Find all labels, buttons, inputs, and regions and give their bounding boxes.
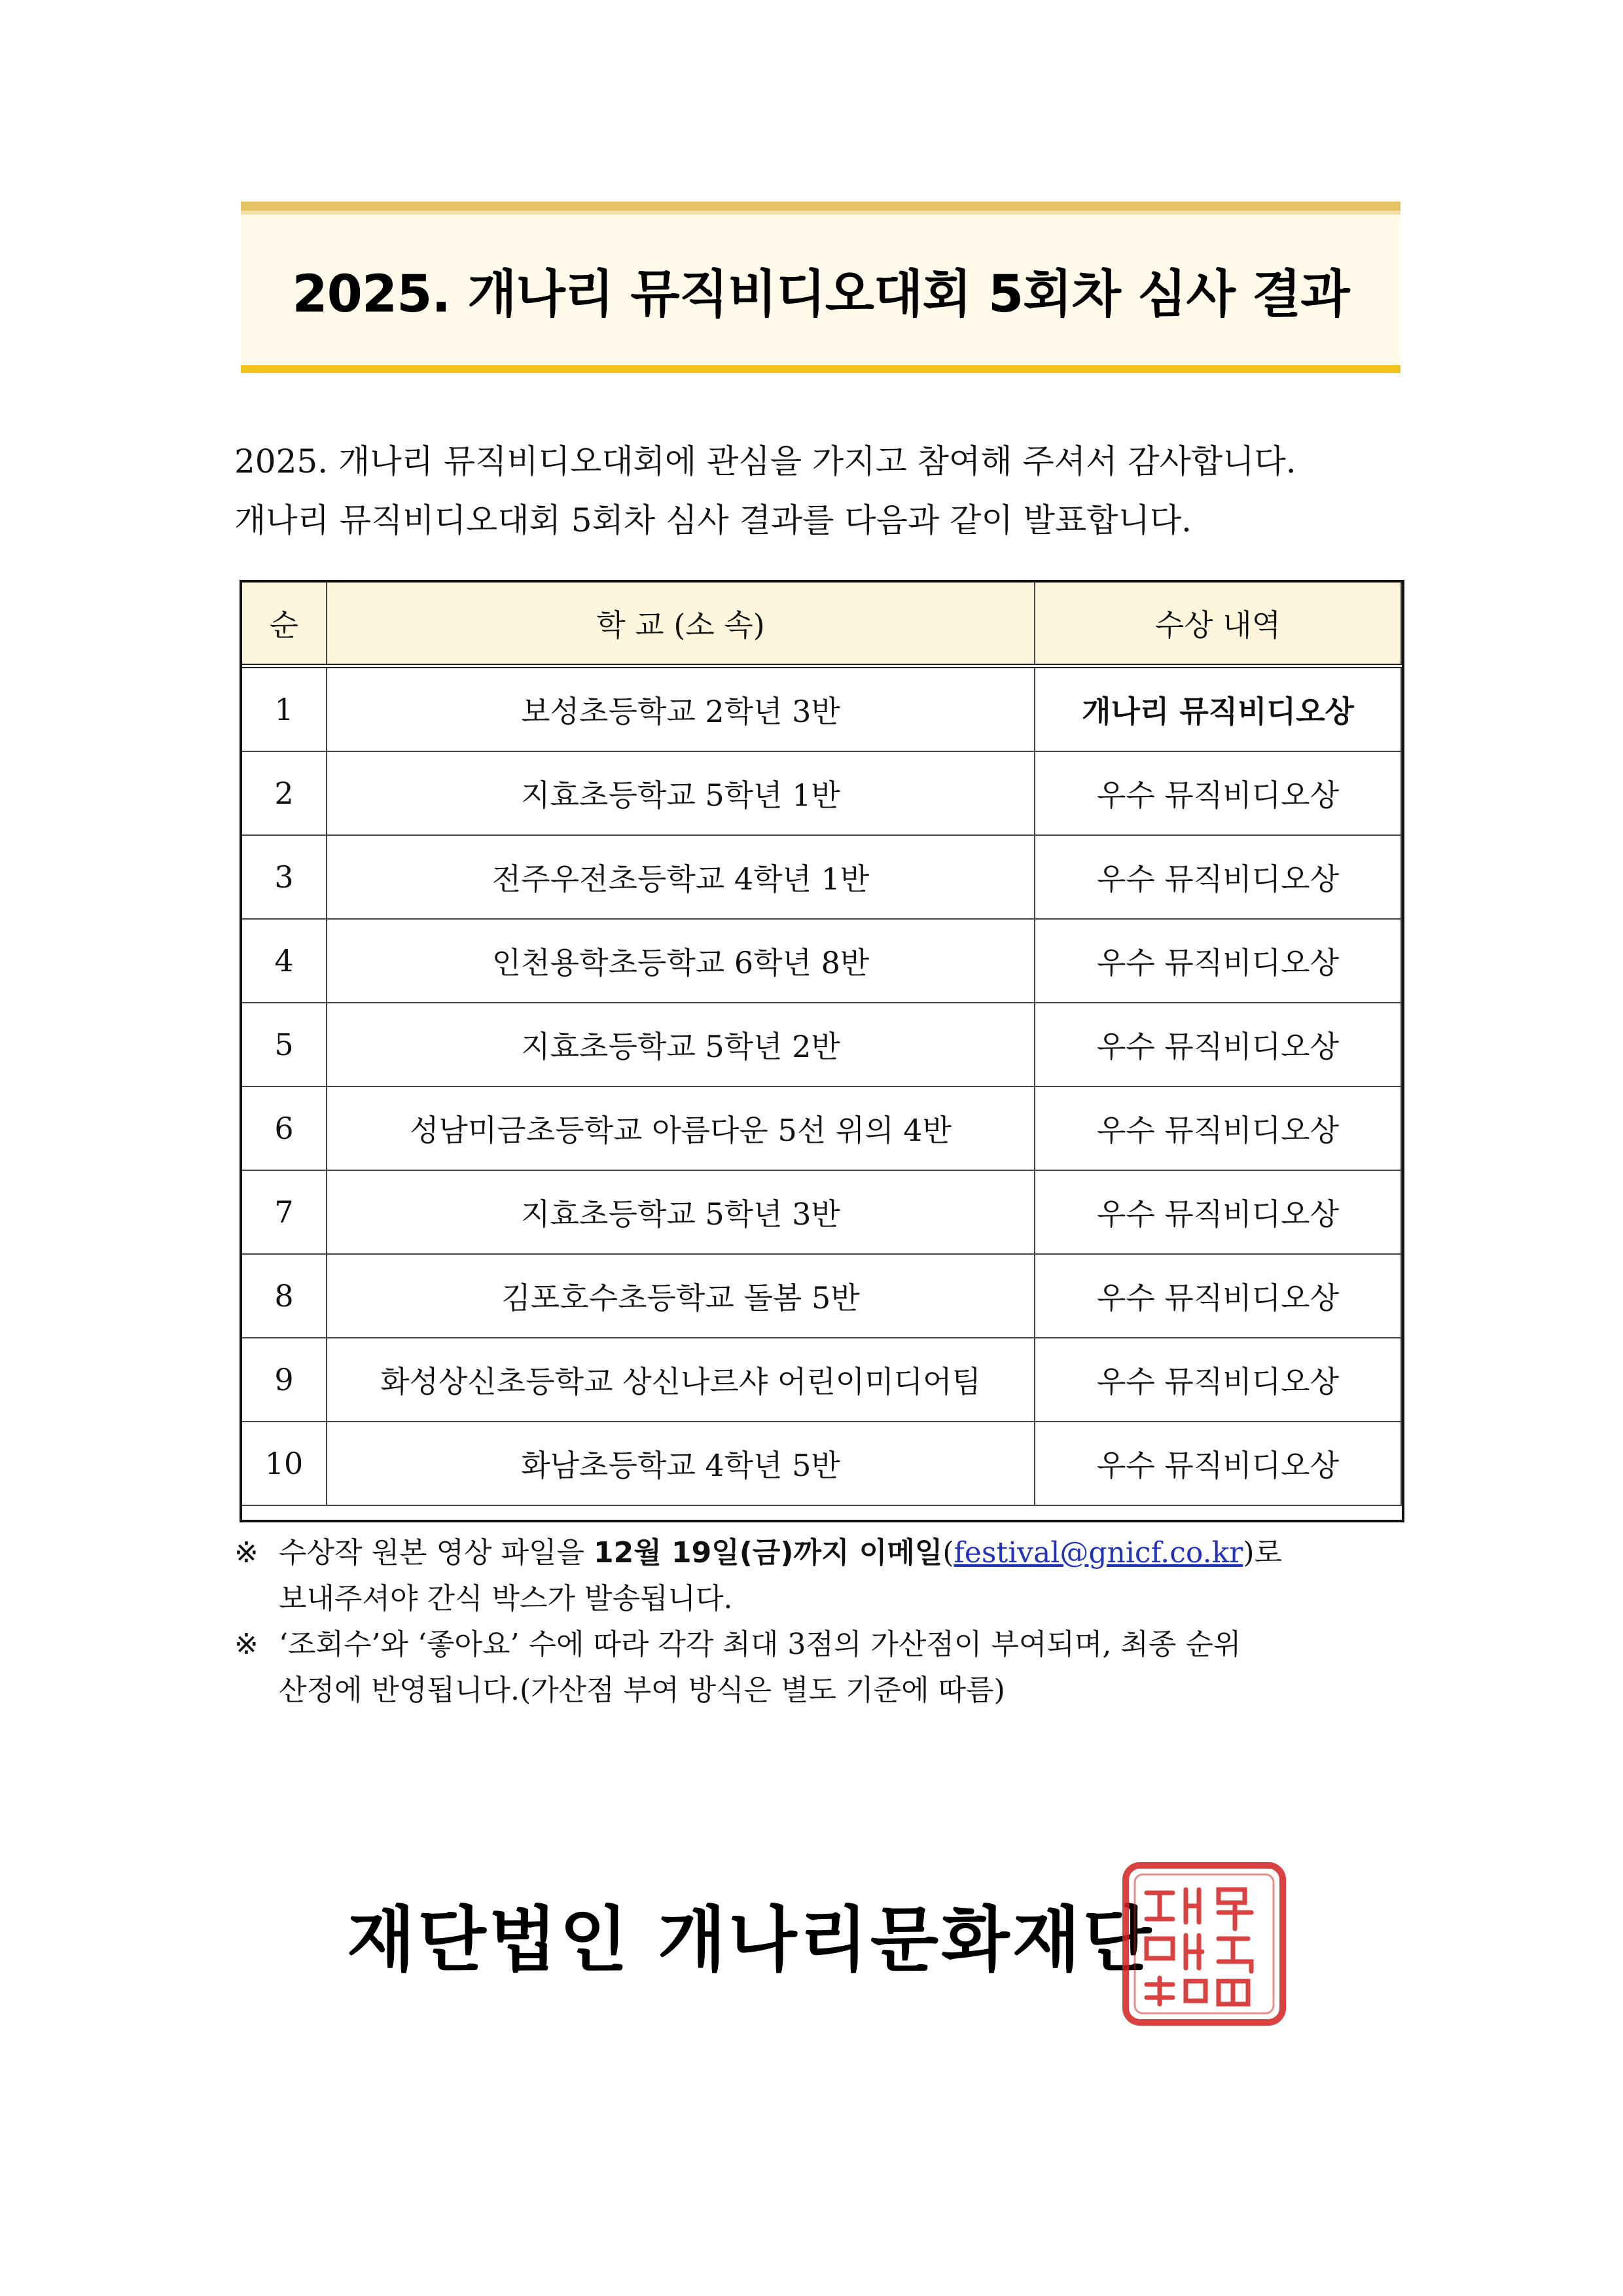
cell-rank: 4: [241, 919, 327, 1003]
intro-paragraph: [234, 432, 1406, 550]
cell-rank: 1: [241, 666, 327, 752]
cell-school: 지효초등학교 5학년 3반: [327, 1170, 1035, 1254]
note-bonus-points: [234, 1622, 1406, 1713]
cell-award: 우수 뮤직비디오상: [1035, 1422, 1401, 1505]
header-rank: 순: [241, 582, 327, 666]
table-row: [241, 835, 1401, 919]
table-row: [241, 1422, 1401, 1505]
cell-school: 김포호수초등학교 돌봄 5반: [327, 1254, 1035, 1338]
cell-school: 화성상신초등학교 상신나르샤 어린이미디어팀: [327, 1338, 1035, 1422]
table-row: [241, 666, 1401, 752]
title-banner: [241, 202, 1400, 373]
email-link[interactable]: festival@gnicf.co.kr: [954, 1536, 1243, 1570]
table-row: [241, 1338, 1401, 1422]
cell-award: 우수 뮤직비디오상: [1035, 1170, 1401, 1254]
table-row: [241, 1003, 1401, 1086]
page-title: 2025. 개나리 뮤직비디오대회 5회차 심사 결과: [292, 265, 1349, 324]
cell-rank: 5: [241, 1003, 327, 1086]
table-row: [241, 1170, 1401, 1254]
note2-line2: 산정에 반영됩니다.(가산점 부여 방식은 별도 기준에 따름): [279, 1674, 1005, 1707]
header-school: 학 교 (소 속): [327, 582, 1035, 666]
table-row: [241, 751, 1401, 835]
seal-stamp-icon: [1120, 1860, 1288, 2028]
note1-text: 수상작 원본 영상 파일을: [279, 1536, 594, 1570]
cell-rank: 7: [241, 1170, 327, 1254]
cell-rank: 6: [241, 1086, 327, 1170]
note-mark: ※: [234, 1536, 259, 1570]
table-row: [241, 1254, 1401, 1338]
cell-award: 우수 뮤직비디오상: [1035, 919, 1401, 1003]
header-award: 수상 내역: [1035, 582, 1401, 666]
cell-school: 보성초등학교 2학년 3반: [327, 666, 1035, 752]
note1-paren-open: (: [942, 1536, 954, 1570]
cell-award: 우수 뮤직비디오상: [1035, 1003, 1401, 1086]
issuer-name: 재단법인 개나리문화재단: [347, 1899, 1154, 1981]
note-submission: [234, 1530, 1406, 1622]
cell-school: 전주우전초등학교 4학년 1반: [327, 835, 1035, 919]
cell-award: 우수 뮤직비디오상: [1035, 1338, 1401, 1422]
note1-deadline: 12월 19일(금)까지 이메일: [593, 1536, 943, 1570]
cell-rank: 9: [241, 1338, 327, 1422]
table-header-row: [241, 582, 1401, 666]
table-row: [241, 919, 1401, 1003]
cell-rank: 3: [241, 835, 327, 919]
notes-section: [234, 1530, 1406, 1713]
cell-school: 화남초등학교 4학년 5반: [327, 1422, 1035, 1505]
note2-line1: ‘조회수’와 ‘좋아요’ 수에 따라 각각 최대 3점의 가산점이 부여되며, 최종 순위: [279, 1628, 1241, 1661]
seal-glyphs: [1147, 1890, 1251, 2004]
cell-school: 인천용학초등학교 6학년 8반: [327, 919, 1035, 1003]
cell-rank: 2: [241, 751, 327, 835]
cell-award: 우수 뮤직비디오상: [1035, 1086, 1401, 1170]
cell-school: 지효초등학교 5학년 2반: [327, 1003, 1035, 1086]
note-mark: ※: [234, 1628, 259, 1661]
note1-paren-close: )로: [1243, 1536, 1282, 1570]
cell-award: 개나리 뮤직비디오상: [1035, 666, 1401, 752]
table-row: [241, 1086, 1401, 1170]
note1-line2: 보내주셔야 간식 박스가 발송됩니다.: [279, 1582, 733, 1615]
intro-line-1: 2025. 개나리 뮤직비디오대회에 관심을 가지고 참여해 주셔서 감사합니다.: [234, 442, 1296, 480]
cell-award: 우수 뮤직비디오상: [1035, 835, 1401, 919]
results-table: [241, 581, 1402, 1506]
intro-line-2: 개나리 뮤직비디오대회 5회차 심사 결과를 다음과 같이 발표합니다.: [234, 501, 1192, 539]
title-bottom-rule: [241, 365, 1400, 373]
cell-school: 성남미금초등학교 아름다운 5선 위의 4반: [327, 1086, 1035, 1170]
cell-rank: 8: [241, 1254, 327, 1338]
title-top-rule: [241, 202, 1400, 211]
cell-school: 지효초등학교 5학년 1반: [327, 751, 1035, 835]
cell-award: 우수 뮤직비디오상: [1035, 751, 1401, 835]
cell-rank: 10: [241, 1422, 327, 1505]
cell-award: 우수 뮤직비디오상: [1035, 1254, 1401, 1338]
